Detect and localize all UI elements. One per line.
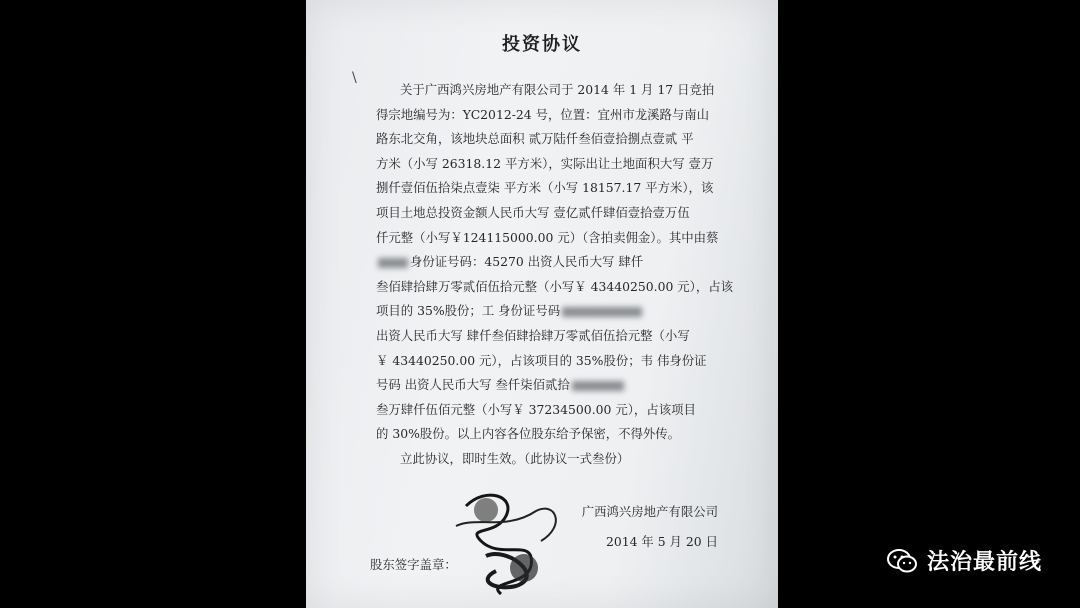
agreement-line [376, 373, 756, 398]
company-name: 广西鸿兴房地产有限公司 [581, 504, 718, 519]
agreement-line: 立此协议，即时生效。（此协议一式叁份） [400, 450, 630, 466]
agreement-line: ￥ 43440250.00 元），占该项目的 35%股份；韦 伟身份证 [376, 352, 707, 368]
agreement-line: 仟元整（小写￥124115000.00 元）（含拍卖佣金）。其中由蔡 [376, 229, 719, 245]
agreement-line: 叁佰肆拾肆万零贰佰伍拾元整（小写￥ 43440250.00 元），占该 [376, 278, 734, 294]
agreement-line: 项目土地总投资金额人民币大写 壹亿贰仟肆佰壹拾壹万伍 [376, 204, 690, 220]
watermark-text: 法治最前线 [926, 550, 1042, 575]
agreement-line-text: 号码 出资人民币大写 叁仟柒佰贰拾 [376, 377, 570, 393]
redaction-blur [562, 307, 642, 317]
signing-date: 2014 年 5 月 20 日 [605, 534, 718, 549]
redaction-blur [572, 381, 624, 391]
agreement-line: 得宗地编号为：YC2012-24 号，位置：宜州市龙溪路与南山 [376, 106, 710, 122]
agreement-line-text: 身份证号码：45270 出资人民币大写 肆仟 [410, 254, 644, 270]
agreement-document [306, 0, 778, 608]
shareholder-signature-label: 股东签字盖章： [370, 557, 457, 572]
watermark [887, 545, 1042, 576]
agreement-line: 关于广西鸿兴房地产有限公司于 2014 年 1 月 17 日竞拍 [400, 82, 715, 97]
signature-scribble [446, 486, 576, 601]
agreement-line: 的 30%股份。以上内容各位股东给予保密，不得外传。 [376, 426, 681, 442]
pen-mark: \ [352, 70, 357, 86]
agreement-line: 方米（小写 26318.12 平方米），实际出让土地面积大写 壹万 [376, 155, 714, 171]
agreement-line: 捌仟壹佰伍拾柒点壹柒 平方米（小写 18157.17 平方米），该 [376, 180, 714, 196]
wechat-icon [887, 548, 917, 574]
agreement-line: 路东北交角，该地块总面积 贰万陆仟叁佰壹拾捌点壹贰 平 [376, 131, 694, 147]
document-title: 投资协议 [502, 34, 582, 55]
agreement-line-text: 项目的 35%股份；工 身份证号码 [376, 303, 561, 319]
agreement-line: 叁万肆仟伍佰元整（小写￥ 37234500.00 元），占该项目 [376, 401, 696, 417]
company-signature [582, 497, 718, 557]
agreement-line: 出资人民币大写 肆仟叁佰肆拾肆万零贰佰伍拾元整（小写 [376, 327, 690, 343]
agreement-line [376, 250, 756, 275]
agreement-body [376, 78, 756, 472]
redaction-blur [378, 258, 408, 268]
agreement-line [376, 299, 756, 324]
